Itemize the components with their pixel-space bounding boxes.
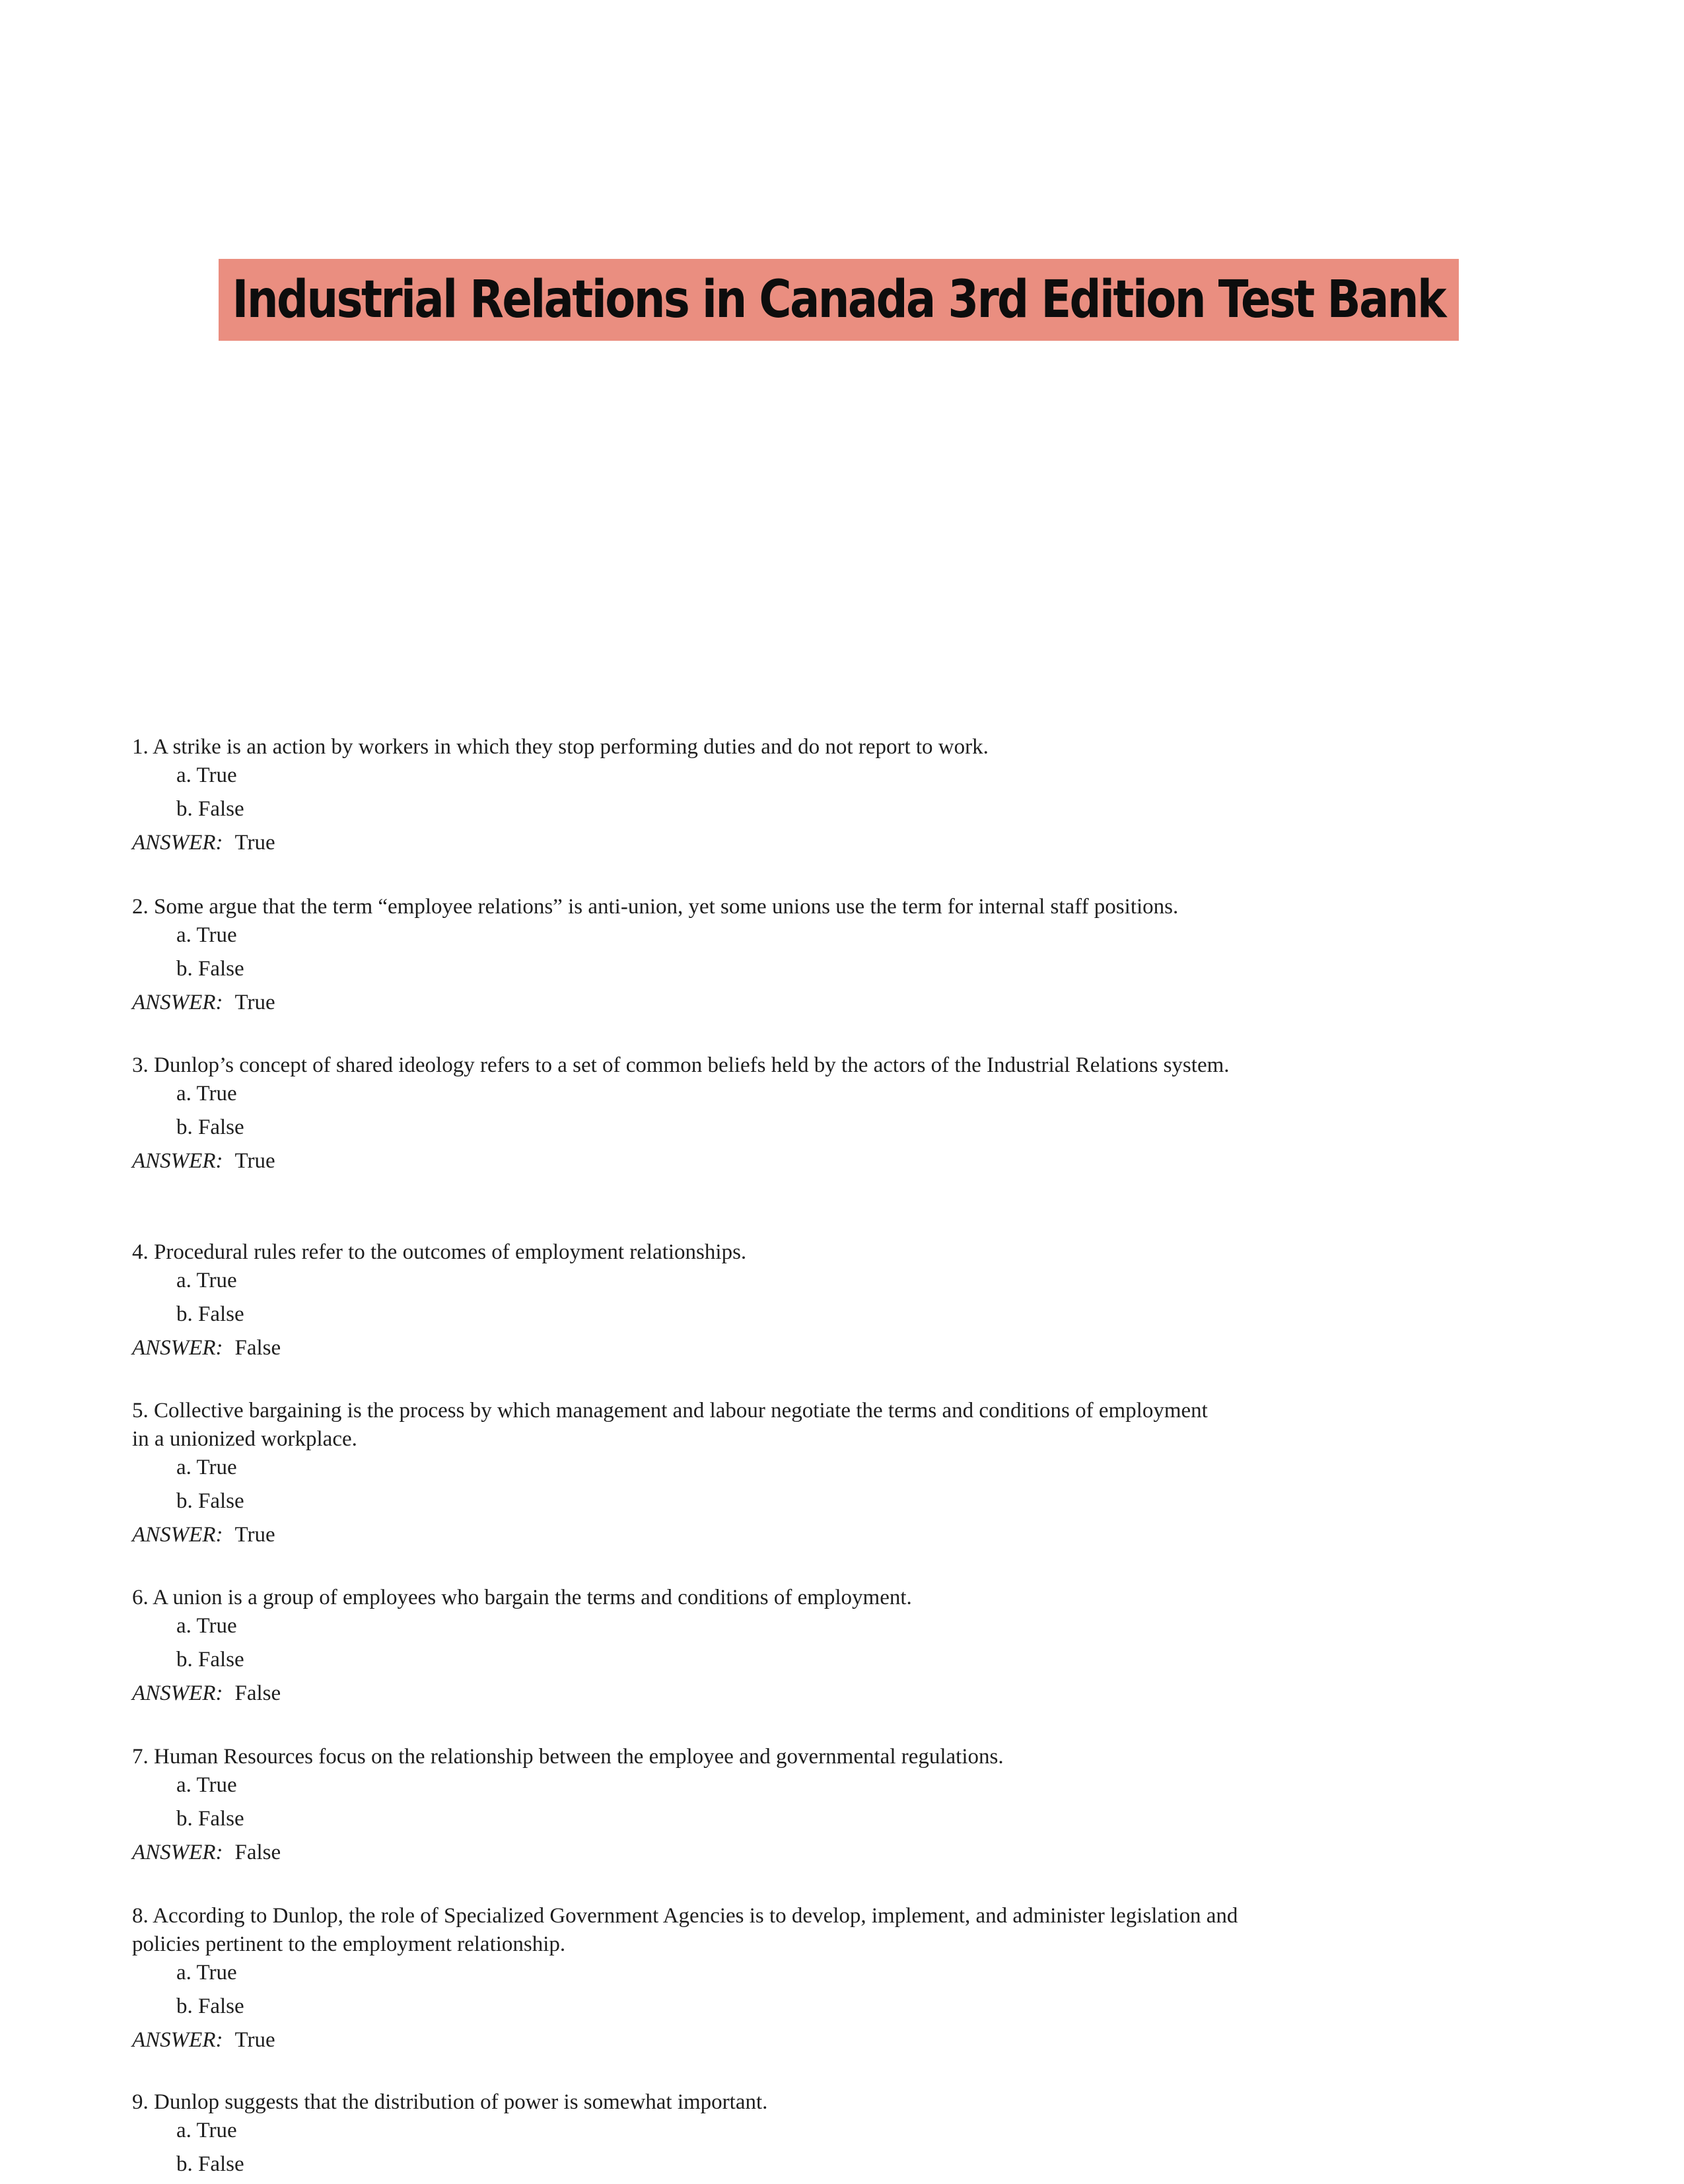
question-4 [132,1238,1387,1362]
answer-value: True [234,1149,275,1173]
option-a: a. True [176,923,237,947]
option-a: a. True [176,1961,237,1985]
answer-line [132,2026,1255,2055]
question-9 [132,2088,1387,2184]
option-b: b. False [176,1994,244,2018]
option-b: b. False [176,1115,244,1139]
answer-line [132,829,1387,857]
answer-label: ANSWER: [132,2028,223,2052]
question-stem: 9. Dunlop suggests that the distribution of power is somewhat important. [132,2090,768,2114]
question-stem: 5. Collective bargaining is the process by which management and labour negotiate the terms and conditions of employment in a unionized workplace. [132,1399,1208,1451]
answer-label: ANSWER: [132,1681,223,1705]
option-b: b. False [176,957,244,981]
option-a: a. True [176,763,237,787]
document-title: Industrial Relations in Canada 3rd Edition Test Bank [232,270,1446,330]
option-b: b. False [176,1648,244,1672]
question-stem: 6. A union is a group of employees who bargain the terms and conditions of employment. [132,1586,912,1609]
option-a: a. True [176,2119,237,2142]
answer-label: ANSWER: [132,991,223,1014]
option-b: b. False [176,2152,244,2176]
option-a: a. True [176,1456,237,1479]
question-stem: 7. Human Resources focus on the relationship between the employee and governmental regulations. [132,1745,1004,1769]
answer-value: False [234,1336,281,1360]
option-b: b. False [176,797,244,821]
answer-label: ANSWER: [132,1336,223,1360]
answer-line [132,1334,1387,1362]
answer-label: ANSWER: [132,831,223,855]
question-stem: 8. According to Dunlop, the role of Specialized Government Agencies is to develop, implement, and administer legislation and policies pertinent to the employment relationship. [132,1904,1238,1956]
question-stem: 2. Some argue that the term “employee relations” is anti-union, yet some unions use the term for internal staff positions. [132,895,1179,919]
answer-value: False [234,1681,281,1705]
question-3 [132,1051,1360,1176]
answer-value: True [234,991,275,1014]
question-7 [132,1743,1387,1867]
answer-label: ANSWER: [132,1523,223,1547]
answer-value: True [234,1523,275,1547]
option-b: b. False [176,1302,244,1326]
question-1 [132,733,1387,857]
answer-value: True [234,2028,275,2052]
answer-line [132,1521,1215,1549]
option-a: a. True [176,1614,237,1638]
answer-value: True [234,831,275,855]
answer-line [132,989,1387,1017]
option-b: b. False [176,1807,244,1831]
question-2 [132,893,1387,1017]
answer-line [132,1147,1360,1176]
answer-line [132,1679,1387,1708]
option-a: a. True [176,1269,237,1292]
option-a: a. True [176,1773,237,1797]
answer-line [132,1839,1387,1867]
option-a: a. True [176,1082,237,1106]
answer-label: ANSWER: [132,1841,223,1864]
question-stem: 1. A strike is an action by workers in which they stop performing duties and do not report to work. [132,735,989,759]
question-8 [132,1902,1255,2055]
question-6 [132,1584,1387,1708]
question-5 [132,1397,1215,1549]
answer-value: False [234,1841,281,1864]
question-stem: 4. Procedural rules refer to the outcomes of employment relationships. [132,1240,747,1264]
option-b: b. False [176,1489,244,1513]
question-stem: 3. Dunlop’s concept of shared ideology refers to a set of common beliefs held by the actors of the Industrial Relations system. [132,1053,1230,1077]
title-banner [219,259,1459,341]
answer-label: ANSWER: [132,1149,223,1173]
